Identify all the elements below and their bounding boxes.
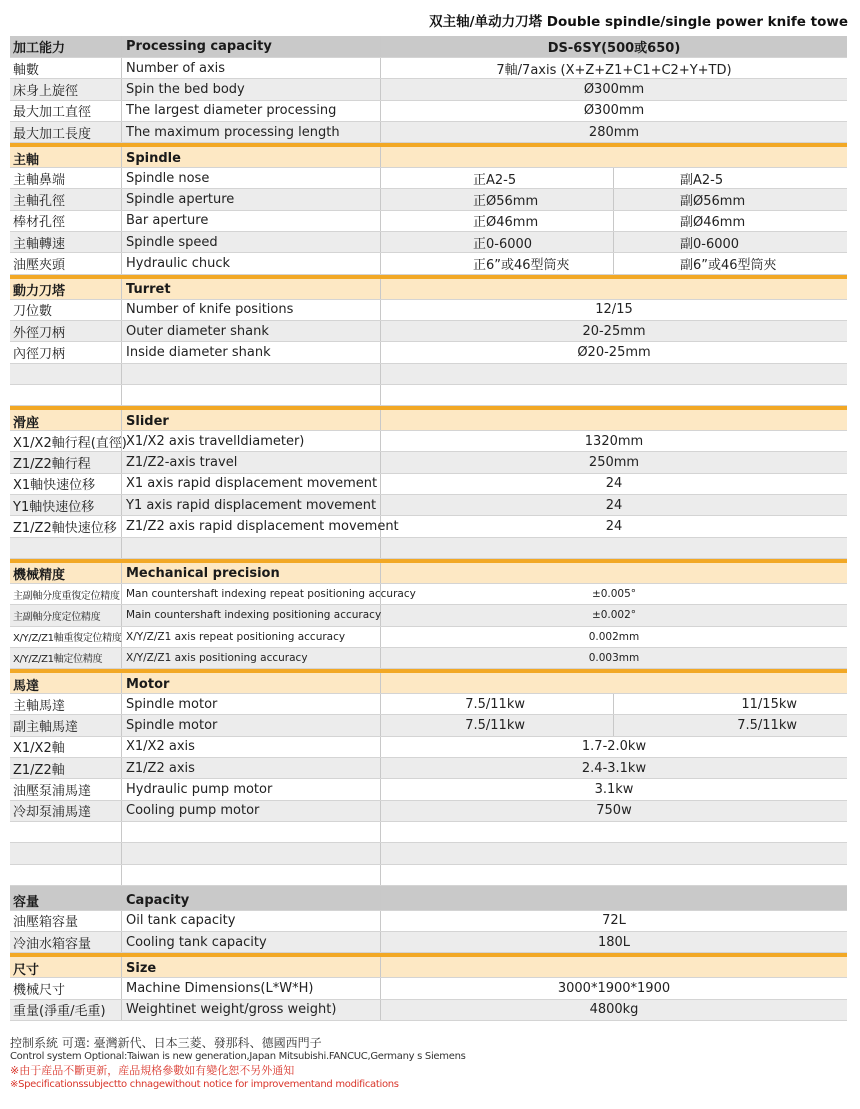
row-value: 3.1kw bbox=[594, 781, 634, 797]
row-label-en: X1/X2 axis travelldiameter) bbox=[122, 431, 381, 451]
control-system-en: Control system Optional:Taiwan is new generation,Japan Mitsubishi.FANCUC,Germany s Siemens bbox=[10, 1051, 466, 1062]
row-label-en: Number of axis bbox=[122, 58, 381, 78]
section-value-empty bbox=[381, 147, 847, 167]
table-row bbox=[10, 932, 847, 953]
row-label-cn: Z1/Z2軸快速位移 bbox=[10, 516, 122, 536]
table-row bbox=[10, 758, 847, 779]
row-label-cn: 主副軸分度重復定位精度 bbox=[10, 584, 122, 604]
table-row bbox=[10, 605, 847, 626]
row-label-en: Spindle nose bbox=[122, 168, 381, 188]
row-value: 24 bbox=[605, 476, 623, 492]
section-title-en: Spindle bbox=[122, 147, 381, 167]
row-value bbox=[381, 364, 847, 384]
section-title-en: Slider bbox=[122, 410, 381, 430]
table-row bbox=[10, 715, 847, 736]
row-label-cn: Z1/Z2軸行程 bbox=[10, 452, 122, 472]
table-row bbox=[10, 737, 847, 758]
row-value: 4800kg bbox=[589, 1002, 639, 1018]
row-value-sub: 副0-6000 bbox=[680, 236, 740, 252]
row-label-cn: 油壓箱容量 bbox=[10, 911, 122, 931]
table-row bbox=[10, 342, 847, 363]
section-title-en: Capacity bbox=[122, 890, 381, 910]
row-value-main: 正Ø46mm bbox=[381, 211, 614, 231]
header-en: Processing capacity bbox=[122, 36, 381, 57]
row-label-en: Bar aperture bbox=[122, 211, 381, 231]
row-label-en: Hydraulic chuck bbox=[122, 253, 381, 273]
row-value-main: 7.5/11kw bbox=[381, 694, 614, 714]
table-row bbox=[10, 584, 847, 605]
row-label-cn bbox=[10, 843, 122, 863]
table-row bbox=[10, 101, 847, 122]
row-label-en: Main countershaft indexing positioning accuracy bbox=[122, 605, 381, 625]
row-label-cn: 冷却泵浦馬達 bbox=[10, 801, 122, 821]
row-value: 250mm bbox=[588, 455, 640, 471]
row-label-cn: Z1/Z2軸 bbox=[10, 758, 122, 778]
table-row bbox=[10, 79, 847, 100]
row-value: ±0.005° bbox=[591, 588, 637, 601]
row-label-en: X1/X2 axis bbox=[122, 737, 381, 757]
row-value-sub: 11/15kw bbox=[741, 696, 797, 712]
table-row bbox=[10, 168, 847, 189]
section-value-empty bbox=[381, 279, 847, 299]
row-label-en: Z1/Z2 axis bbox=[122, 758, 381, 778]
row-label-cn bbox=[10, 822, 122, 842]
row-value-main: 正0-6000 bbox=[381, 232, 614, 252]
row-value: Ø300mm bbox=[583, 103, 645, 119]
row-value: 750w bbox=[596, 803, 632, 819]
row-label-en bbox=[122, 364, 381, 384]
row-label-en: X/Y/Z/Z1 axis repeat positioning accuracy bbox=[122, 627, 381, 647]
section-title-en: Size bbox=[122, 957, 381, 977]
row-value bbox=[381, 822, 847, 842]
row-label-en bbox=[122, 385, 381, 405]
header-model: DS-6SY(500或650) bbox=[547, 41, 681, 56]
row-value bbox=[381, 843, 847, 863]
row-label-cn: 床身上旋徑 bbox=[10, 79, 122, 99]
table-row bbox=[10, 321, 847, 342]
empty-row bbox=[10, 538, 847, 559]
row-label-cn: X1/X2軸 bbox=[10, 737, 122, 757]
section-title-cn: 滑座 bbox=[10, 410, 122, 430]
row-label-en: Z1/Z2-axis travel bbox=[122, 452, 381, 472]
row-label-cn: 軸數 bbox=[10, 58, 122, 78]
section-title-cn: 機械精度 bbox=[10, 563, 122, 583]
empty-row bbox=[10, 865, 847, 886]
row-label-en: The largest diameter processing bbox=[122, 101, 381, 121]
section-header-row bbox=[10, 275, 847, 300]
row-value: 20-25mm bbox=[582, 323, 646, 339]
row-value: 72L bbox=[602, 913, 626, 929]
table-row bbox=[10, 978, 847, 999]
row-value: 24 bbox=[605, 497, 623, 513]
row-label-cn: 主軸轉速 bbox=[10, 232, 122, 252]
row-value: 7軸/7axis (X+Z+Z1+C1+C2+Y+TD) bbox=[496, 62, 732, 78]
header-cn: 加工能力 bbox=[10, 36, 122, 57]
row-label-en: Spindle aperture bbox=[122, 189, 381, 209]
row-label-cn: 機械尺寸 bbox=[10, 978, 122, 998]
row-value: 0.003mm bbox=[588, 651, 640, 664]
empty-row bbox=[10, 364, 847, 385]
table-row bbox=[10, 232, 847, 253]
section-title-cn: 容量 bbox=[10, 890, 122, 910]
section-value-empty bbox=[381, 890, 847, 910]
row-label-cn bbox=[10, 385, 122, 405]
table-row bbox=[10, 779, 847, 800]
warning-en: ※Specificationssubjectto chnagewithout notice for improvementand modifications bbox=[10, 1079, 399, 1090]
table-row bbox=[10, 58, 847, 79]
row-label-cn: 主軸馬達 bbox=[10, 694, 122, 714]
row-label-cn: Y1軸快速位移 bbox=[10, 495, 122, 515]
control-system-cn: 控制系統 可選: 臺灣新代、日本三菱、發那科、德國西門子 bbox=[10, 1036, 322, 1050]
empty-row bbox=[10, 843, 847, 864]
row-label-cn: 油壓泵浦馬達 bbox=[10, 779, 122, 799]
row-label-en bbox=[122, 822, 381, 842]
table-body bbox=[10, 58, 847, 1021]
row-value: 280mm bbox=[588, 124, 640, 140]
page-title: 双主轴/单动力刀塔 Double spindle/single power knife towe bbox=[429, 14, 848, 30]
row-label-cn bbox=[10, 865, 122, 885]
row-label-en: Oil tank capacity bbox=[122, 911, 381, 931]
table-row bbox=[10, 801, 847, 822]
table-row bbox=[10, 189, 847, 210]
row-label-cn: 油壓夾頭 bbox=[10, 253, 122, 273]
row-value: 2.4-3.1kw bbox=[581, 760, 647, 776]
row-label-cn: 主軸鼻端 bbox=[10, 168, 122, 188]
row-label-en: Hydraulic pump motor bbox=[122, 779, 381, 799]
row-value: 180L bbox=[597, 934, 631, 950]
row-label-cn: 主軸孔徑 bbox=[10, 189, 122, 209]
row-label-cn: X1/X2軸行程(直徑) bbox=[10, 431, 122, 451]
table-row bbox=[10, 122, 847, 143]
row-label-en: Spindle motor bbox=[122, 694, 381, 714]
table-row bbox=[10, 253, 847, 274]
section-title-cn: 尺寸 bbox=[10, 957, 122, 977]
row-label-en: The maximum processing length bbox=[122, 122, 381, 142]
section-title-en: Turret bbox=[122, 279, 381, 299]
row-label-en: Weightinet weight/gross weight) bbox=[122, 1000, 381, 1020]
row-label-cn: 外徑刀柄 bbox=[10, 321, 122, 341]
row-value: Ø20-25mm bbox=[577, 344, 651, 360]
row-value-main: 正Ø56mm bbox=[381, 189, 614, 209]
table-row bbox=[10, 495, 847, 516]
section-header-row bbox=[10, 953, 847, 978]
section-title-cn: 馬達 bbox=[10, 673, 122, 693]
row-label-en bbox=[122, 538, 381, 558]
row-label-en: Z1/Z2 axis rapid displacement movement bbox=[122, 516, 381, 536]
empty-row bbox=[10, 822, 847, 843]
row-label-cn: 最大加工直徑 bbox=[10, 101, 122, 121]
section-value-empty bbox=[381, 673, 847, 693]
table-row bbox=[10, 300, 847, 321]
row-label-cn: 內徑刀柄 bbox=[10, 342, 122, 362]
section-title-en: Mechanical precision bbox=[122, 563, 381, 583]
row-label-en: Spin the bed body bbox=[122, 79, 381, 99]
section-title-cn: 主軸 bbox=[10, 147, 122, 167]
row-label-en bbox=[122, 865, 381, 885]
row-label-en: Cooling tank capacity bbox=[122, 932, 381, 952]
row-label-en: Inside diameter shank bbox=[122, 342, 381, 362]
spec-table bbox=[10, 36, 847, 1021]
row-value-main: 正6”或46型筒夾 bbox=[381, 253, 614, 273]
row-value: 3000*1900*1900 bbox=[557, 981, 671, 997]
table-row bbox=[10, 694, 847, 715]
row-label-en: Spindle speed bbox=[122, 232, 381, 252]
row-value: 1320mm bbox=[584, 433, 644, 449]
section-header-row bbox=[10, 143, 847, 168]
section-header-row bbox=[10, 406, 847, 431]
row-label-en: Y1 axis rapid displacement movement bbox=[122, 495, 381, 515]
row-label-cn: 副主軸馬達 bbox=[10, 715, 122, 735]
table-row bbox=[10, 648, 847, 669]
row-label-en: Man countershaft indexing repeat positioning accuracy bbox=[122, 584, 381, 604]
row-label-cn: 最大加工長度 bbox=[10, 122, 122, 142]
row-label-cn: 重量(淨重/毛重) bbox=[10, 1000, 122, 1020]
row-label-en: Outer diameter shank bbox=[122, 321, 381, 341]
empty-row bbox=[10, 385, 847, 406]
row-label-en bbox=[122, 843, 381, 863]
row-value: Ø300mm bbox=[583, 81, 645, 97]
row-label-en: Spindle motor bbox=[122, 715, 381, 735]
row-value bbox=[381, 538, 847, 558]
row-label-en: Machine Dimensions(L*W*H) bbox=[122, 978, 381, 998]
row-value: 12/15 bbox=[595, 302, 633, 318]
row-value-sub: 7.5/11kw bbox=[737, 718, 797, 734]
row-label-cn: 刀位數 bbox=[10, 300, 122, 320]
row-label-en: Cooling pump motor bbox=[122, 801, 381, 821]
row-value: 1.7-2.0kw bbox=[581, 739, 647, 755]
table-row bbox=[10, 911, 847, 932]
row-value-sub: 副Ø56mm bbox=[680, 194, 746, 210]
table-row bbox=[10, 431, 847, 452]
row-label-en: Number of knife positions bbox=[122, 300, 381, 320]
section-header-row bbox=[10, 669, 847, 694]
row-value-sub: 副6”或46型筒夾 bbox=[680, 258, 777, 274]
table-header-row bbox=[10, 36, 847, 58]
section-value-empty bbox=[381, 410, 847, 430]
notes bbox=[10, 1036, 466, 1092]
row-value-main: 正A2-5 bbox=[381, 168, 614, 188]
row-label-en: X1 axis rapid displacement movement bbox=[122, 474, 381, 494]
section-title-cn: 動力刀塔 bbox=[10, 279, 122, 299]
section-header-row bbox=[10, 559, 847, 584]
row-label-en: X/Y/Z/Z1 axis positioning accuracy bbox=[122, 648, 381, 668]
row-value: 24 bbox=[605, 518, 623, 534]
row-label-cn: X1軸快速位移 bbox=[10, 474, 122, 494]
row-value-sub: 副A2-5 bbox=[680, 172, 724, 188]
row-value-sub: 副Ø46mm bbox=[680, 215, 746, 231]
row-label-cn: 冷油水箱容量 bbox=[10, 932, 122, 952]
table-row bbox=[10, 474, 847, 495]
row-value bbox=[381, 385, 847, 405]
table-row bbox=[10, 1000, 847, 1021]
row-label-cn bbox=[10, 364, 122, 384]
row-value-main: 7.5/11kw bbox=[381, 715, 614, 735]
warning-cn: ※由于産品不斷更新，産品規格參數如有變化恕不另外通知 bbox=[10, 1064, 295, 1077]
row-label-cn: 主副軸分度定位精度 bbox=[10, 605, 122, 625]
section-title-en: Motor bbox=[122, 673, 381, 693]
row-value bbox=[381, 865, 847, 885]
row-value: 0.002mm bbox=[588, 630, 640, 643]
section-value-empty bbox=[381, 563, 847, 583]
row-value: ±0.002° bbox=[591, 609, 637, 622]
table-row bbox=[10, 211, 847, 232]
table-row bbox=[10, 627, 847, 648]
row-label-cn bbox=[10, 538, 122, 558]
row-label-cn: X/Y/Z/Z1軸重復定位精度 bbox=[10, 627, 122, 647]
section-header-row bbox=[10, 886, 847, 911]
row-label-cn: 棒材孔徑 bbox=[10, 211, 122, 231]
table-row bbox=[10, 452, 847, 473]
table-row bbox=[10, 516, 847, 537]
row-label-cn: X/Y/Z/Z1軸定位精度 bbox=[10, 648, 122, 668]
section-value-empty bbox=[381, 957, 847, 977]
